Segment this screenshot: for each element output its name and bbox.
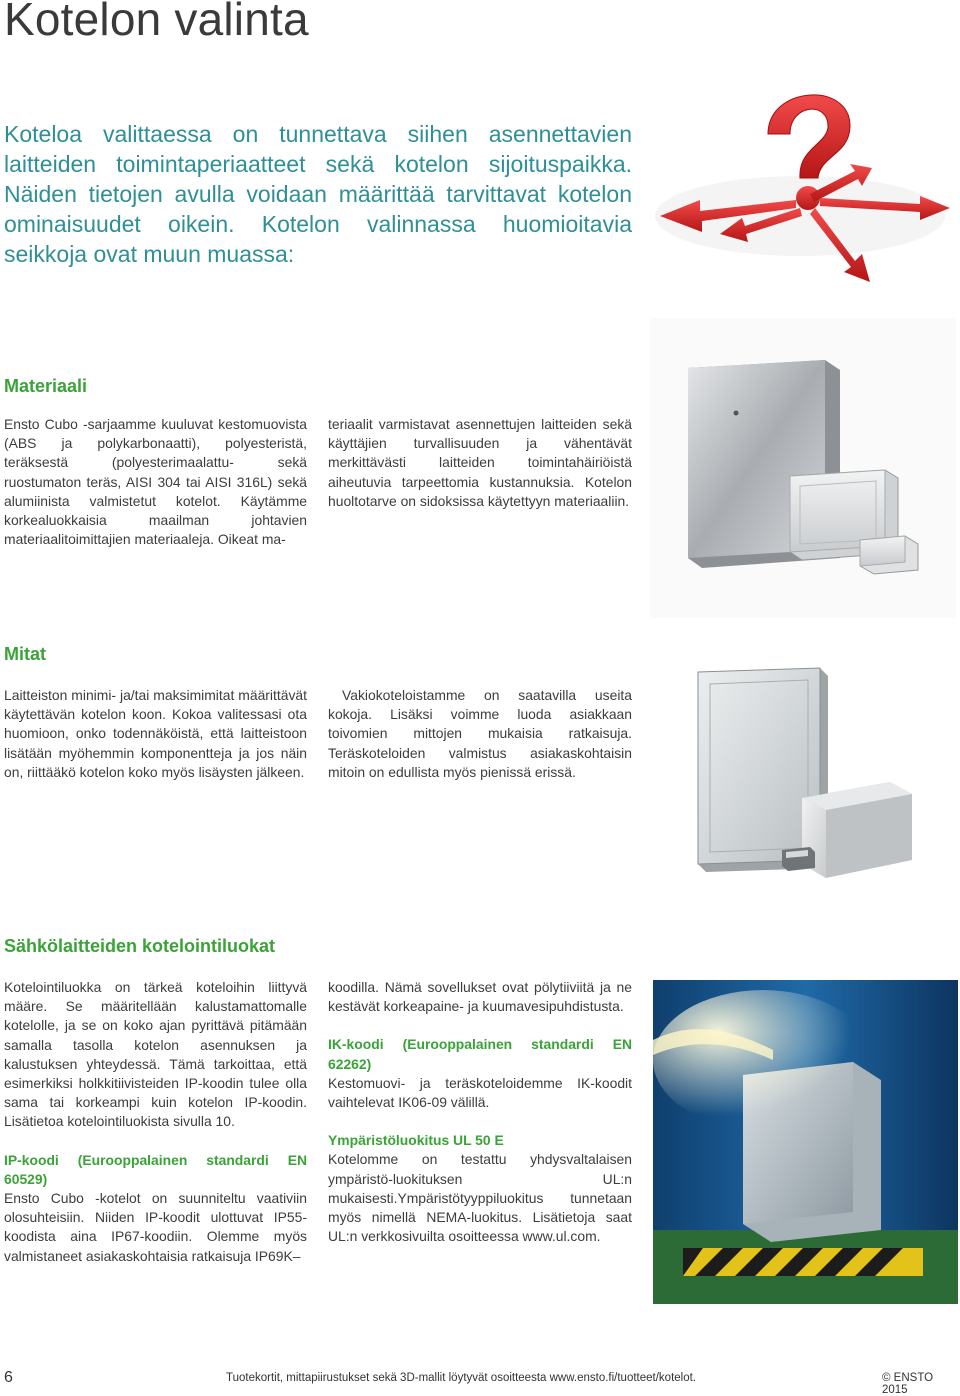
ik-code-heading: IK-koodi (Eurooppalainen standardi EN 62262) [328, 1036, 632, 1072]
paragraph: koodilla. Nämä sovellukset ovat pölytiiviitä ja ne kestävät korkeapaine- ja kuumavesipuhdistusta. [328, 979, 632, 1015]
kotelointiluokat-column-1 [4, 978, 307, 1266]
mitat-column-2 [328, 686, 632, 782]
paragraph: Kotelomme on testattu yhdysvaltalaisen ympäristö-luokituksen UL:n mukaisesti.Ympäristötyyppiluokitus tunnetaan myös nimellä NEMA-luokitus. Lisätietoja saat UL:n verkkosivuilta osoitteessa www.ul.com. [328, 1151, 632, 1245]
paragraph: Laitteiston minimi- ja/tai maksimimitat määrittävät käytettävän kotelon koon. Kokoa valitessasi ota huomioon, onko todennäköistä, että laitteistoon lisätään myöhemmin komponentteja ja jos näin on, riittääkö kotelon koko myös lisäysten jälkeen. [4, 687, 307, 780]
question-mark-arrows-image [650, 76, 956, 292]
paragraph: Ensto Cubo -kotelot on suunniteltu vaativiin olosuhteisiin. Niiden IP-koodit ulottuvat IP55-koodista aina IP67-koodiin. Olemme myös valmistaneet asiakaskohtaisia ratkaisuja IP69K– [4, 1190, 307, 1264]
paragraph: teriaalit varmistavat asennettujen laitteiden sekä käyttäjien turvallisuuden ja vähentävät merkittävästi laitteiden toimintahäiriöistä aiheutuvia tarpeettomia kustannuksia. Kotelon huoltotarve on sidoksissa käytettyyn materiaaliin. [328, 416, 632, 509]
footer-copyright: © ENSTO 2015 [882, 1372, 934, 1396]
paragraph: Kestomuovi- ja teräskoteloidemme IK-koodit vaihtelevat IK06-09 välillä. [328, 1074, 632, 1111]
materiaali-column-1 [4, 415, 307, 549]
section-heading-mitat: Mitat [4, 644, 46, 664]
ip-code-heading: IP-koodi (Eurooppalainen standardi EN 60529) [4, 1151, 307, 1187]
water-jet-test-image [653, 980, 958, 1304]
section-heading-materiaali: Materiaali [4, 376, 88, 396]
page-number: 6 [4, 1369, 13, 1386]
paragraph: Kotelointiluokka on tärkeä koteloihin liittyvä määre. Se määritellään kalustamattomalle kotelolle, ja se on koko ajan pyrittävä pitämään samalla tasolla kotelon asennuksen ja kalustuksen yhteydessä. Tämä tarkoittaa, että esimerkiksi holkkitiivisteiden IP-koodin tulee olla sama tai korkeampi kuin kotelon IP-koodin. Lisätietoa kotelointiluokista sivulla 10. [4, 979, 307, 1130]
steel-and-plastic-enclosures-image [650, 318, 956, 618]
paragraph: Vakiokoteloistamme on saatavilla useita kokoja. Lisäksi voimme luoda asiakkaan toivomien mittojen mukaisia ratkaisuja. Teräskoteloiden valmistus asiakaskohtaisin mitoin on edullista myös pienissä erissä. [328, 687, 632, 780]
intro-text: Koteloa valittaessa on tunnettava siihen asennettavien laitteiden toimintaperiaatteet sekä kotelon sijoituspaikka. Näiden tietojen avulla voidaan määrittää tarvittavat kotelon ominaisuudet oikein. Kotelon valinnassa huomioitavia seikkoja ovat muun muassa: [4, 121, 632, 267]
paragraph: Ensto Cubo -sarjaamme kuuluvat kestomuovista (ABS ja polykarbonaatti), polyesteristä, teräksestä (polyesterimaalattu- sekä ruostumaton teräs, AISI 304 tai AISI 316L) sekä alumiinista valmistetut kotelot. Käytämme korkealuokkaisia maailman johtavien materiaalitoimittajien materiaaleja. Oikeat ma- [4, 416, 307, 548]
kotelointiluokat-column-2 [328, 978, 632, 1246]
page-title: Kotelon valinta [4, 0, 309, 45]
materiaali-column-2 [328, 415, 632, 511]
footer-note: Tuotekortit, mittapiirustukset sekä 3D-mallit löytyvät osoitteesta www.ensto.fi/tuotteet/kotelot. [226, 1372, 696, 1384]
mitat-column-1 [4, 686, 307, 782]
transparent-and-grey-enclosures-image [650, 650, 956, 900]
ul-rating-heading: Ympäristöluokitus UL 50 E [328, 1132, 504, 1149]
section-heading-kotelointiluokat: Sähkölaitteiden kotelointiluokat [4, 936, 276, 956]
